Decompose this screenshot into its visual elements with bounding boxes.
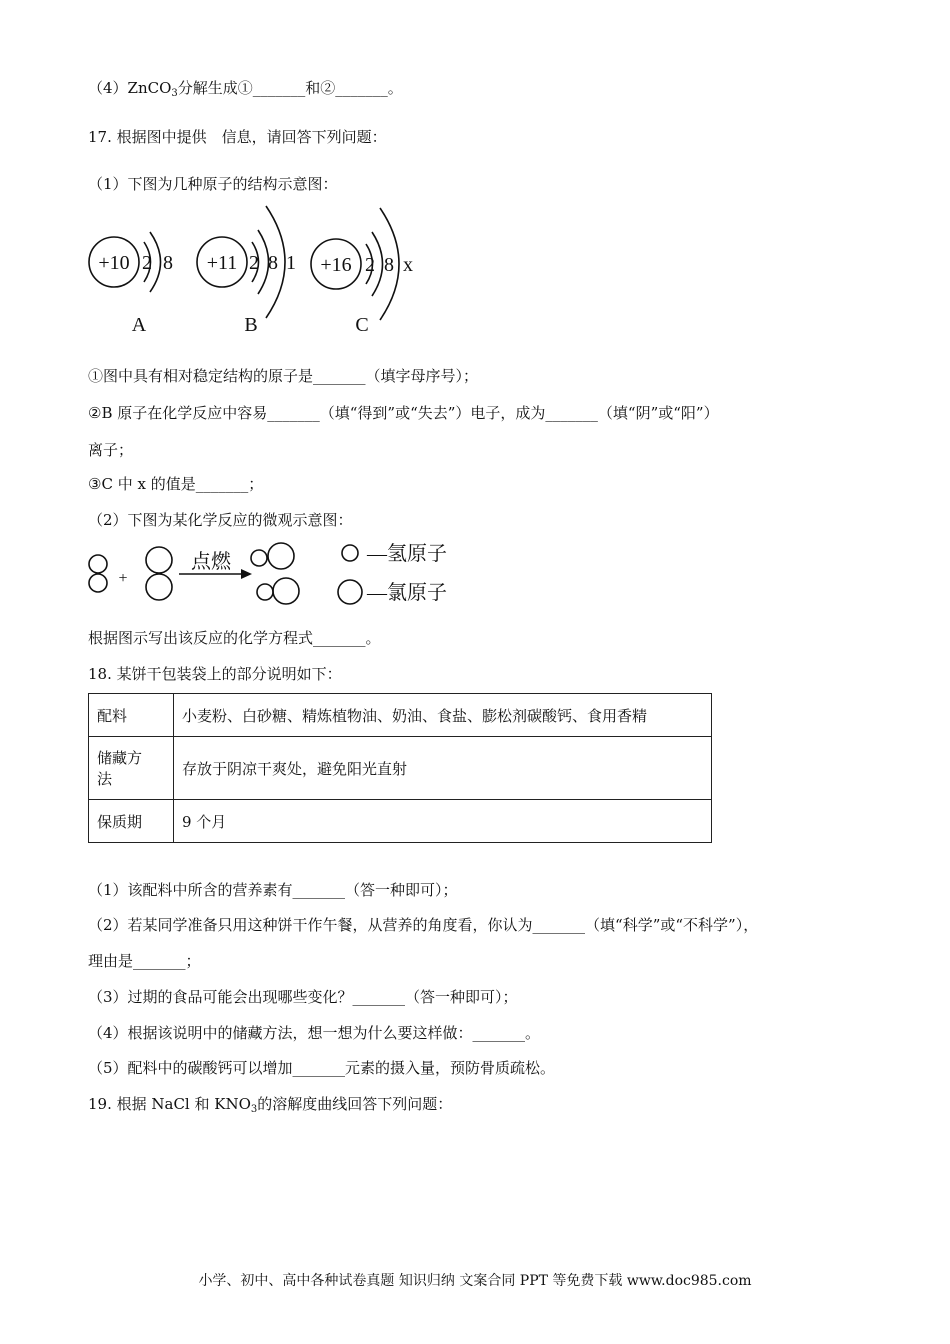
- atom-b-label: B: [244, 314, 258, 336]
- atom-a-electron-1: 2: [142, 252, 152, 274]
- q17-part1-intro: （1）下图为几种原子的结构示意图：: [88, 175, 338, 193]
- biscuit-info-table: [88, 693, 712, 843]
- legend-chlorine-label: —氯原子: [367, 582, 447, 604]
- atom-c-electron-1: 2: [365, 254, 375, 276]
- q18-question-3: （3）过期的食品可能会出现哪些变化？_______（答一种即可）；: [88, 988, 518, 1006]
- q18-question-4: （4）根据该说明中的储藏方法，想一想为什么要这样做：_______。: [88, 1024, 541, 1042]
- atom-b-shell-2: [258, 230, 269, 294]
- q18-question-2a: （2）若某同学准备只用这种饼干作午餐，从营养的角度看，你认为_______（填“科学”或“不科学”），: [88, 916, 759, 934]
- atom-structure-diagram: [84, 198, 424, 340]
- atom-b-electron-3: 1: [286, 252, 296, 274]
- table-value-storage: 存放于阴凉干爽处，避免阳光直射: [174, 737, 712, 800]
- table-value-shelf-life: 9 个月: [174, 800, 712, 843]
- table-row: [89, 800, 712, 843]
- cl2-atom-top: [146, 547, 172, 573]
- reaction-arrow-head: [241, 569, 252, 579]
- q18-question-1: （1）该配料中所含的营养素有_______（答一种即可）；: [88, 881, 458, 899]
- q16-item4: （4）ZnCO$_3$分解生成①_______和②_______。: [88, 79, 403, 99]
- atom-b-electron-1: 2: [249, 252, 259, 274]
- atom-a-electron-2: 8: [163, 252, 173, 274]
- q19-title: 19. 根据 NaCl 和 $KNO_3$的溶解度曲线回答下列问题：: [88, 1095, 453, 1115]
- hcl-1-chlorine: [268, 543, 294, 569]
- q17-part2-intro: （2）下图为某化学反应的微观示意图：: [88, 511, 353, 529]
- legend-chlorine-circle: [338, 580, 362, 604]
- cl2-atom-bottom: [146, 574, 172, 600]
- table-key-ingredients: 配料: [89, 694, 174, 737]
- q17-title: 17. 根据图中提供 信息，请回答下列问题：: [88, 128, 387, 146]
- reaction-condition: 点燃: [191, 551, 231, 573]
- q17-question-2a: ②B 原子在化学反应中容易_______（填“得到”或“失去”）电子，成为_______（填“阴”或“阳”）: [88, 404, 719, 422]
- hcl-2-hydrogen: [257, 584, 273, 600]
- hcl-1-hydrogen: [251, 550, 267, 566]
- table-key-storage: 储藏方 法: [89, 737, 174, 800]
- q17-question-3: ③C 中 x 的值是_______；: [88, 475, 264, 493]
- atom-c-electron-3: x: [403, 254, 413, 276]
- q18-title: 18. 某饼干包装袋上的部分说明如下：: [88, 665, 342, 683]
- reaction-micro-diagram: [84, 540, 484, 610]
- atom-b-nucleus: +11: [206, 252, 238, 274]
- h2-atom-top: [89, 555, 107, 573]
- atom-a-nucleus: +10: [98, 252, 130, 274]
- q17-question-2b: 离子；: [88, 441, 134, 459]
- page-footer: 小学、初中、高中各种试卷真题 知识归纳 文案合同 PPT 等免费下载 www.doc985.com: [198, 1273, 752, 1289]
- q17-question-1: ①图中具有相对稳定结构的原子是_______（填字母序号）；: [88, 367, 479, 385]
- q17-equation: 根据图示写出该反应的化学方程式_______。: [88, 629, 381, 647]
- atom-b-electron-2: 8: [268, 252, 278, 274]
- table-row: [89, 737, 712, 800]
- atom-c-electron-2: 8: [384, 254, 394, 276]
- atom-c-nucleus: +16: [320, 254, 352, 276]
- atom-a-label: A: [131, 314, 147, 336]
- table-value-ingredients: 小麦粉、白砂糖、精炼植物油、奶油、食盐、膨松剂碳酸钙、食用香精: [174, 694, 712, 737]
- h2-atom-bottom: [89, 574, 107, 592]
- legend-hydrogen-circle: [342, 545, 358, 561]
- plus-sign: +: [118, 570, 128, 587]
- hcl-2-chlorine: [273, 578, 299, 604]
- table-key-shelf-life: 保质期: [89, 800, 174, 843]
- q18-question-2b: 理由是_______；: [88, 952, 201, 970]
- legend-hydrogen-label: —氢原子: [367, 543, 447, 565]
- q18-question-5: （5）配料中的碳酸钙可以增加_______元素的摄入量，预防骨质疏松。: [88, 1059, 556, 1077]
- atom-c-label: C: [355, 314, 369, 336]
- table-row: [89, 694, 712, 737]
